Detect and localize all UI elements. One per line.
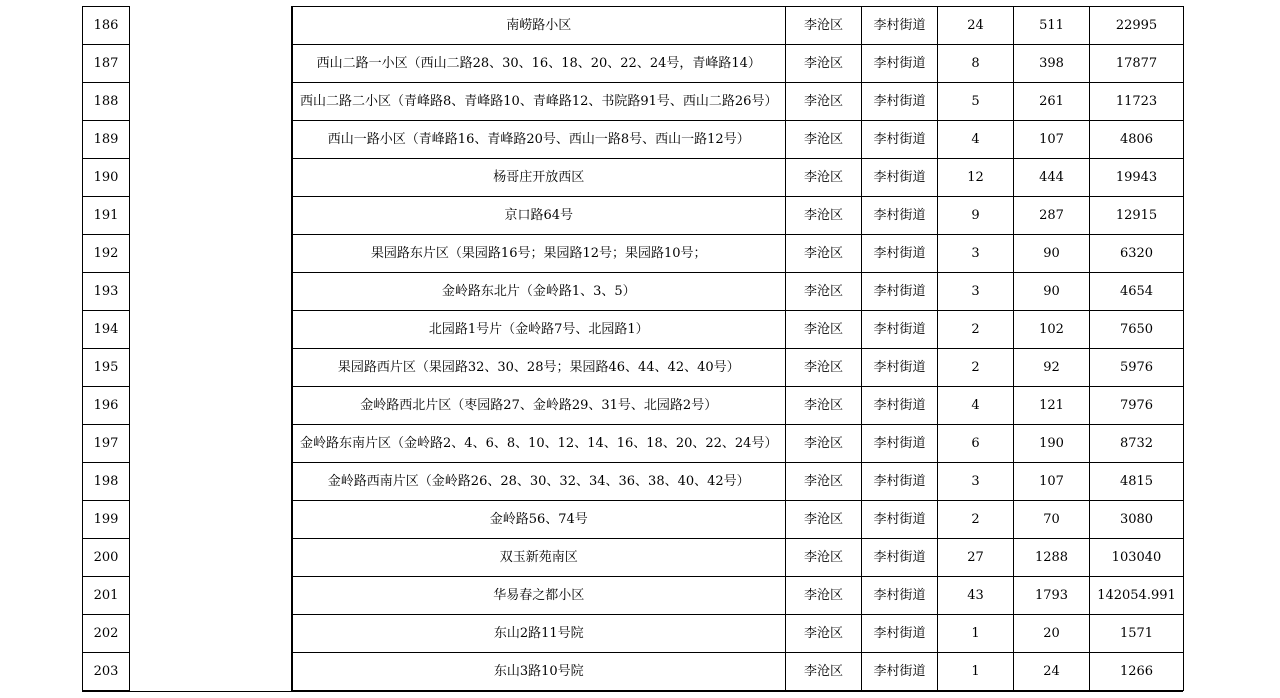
household-count-cell: 24 [1014,653,1090,691]
household-count-cell: 107 [1014,463,1090,501]
table-row [83,7,1184,45]
row-number-cell: 198 [83,463,130,501]
street-cell: 李村街道 [862,7,938,45]
district-cell: 李沧区 [786,7,862,45]
table-row [83,121,1184,159]
street-cell: 李村街道 [862,577,938,615]
community-name-cell: 北园路1号片（金岭路7号、北园路1） [292,311,786,349]
community-name-cell: 果园路东片区（果园路16号；果园路12号；果园路10号； [292,235,786,273]
household-count-cell: 261 [1014,83,1090,121]
household-count-cell: 398 [1014,45,1090,83]
district-cell: 李沧区 [786,539,862,577]
street-cell: 李村街道 [862,273,938,311]
building-count-cell: 1 [938,653,1014,691]
district-cell: 李沧区 [786,121,862,159]
building-count-cell: 12 [938,159,1014,197]
row-number-cell: 186 [83,7,130,45]
household-count-cell: 1793 [1014,577,1090,615]
row-number-cell: 199 [83,501,130,539]
community-name-cell: 金岭路东南片区（金岭路2、4、6、8、10、12、14、16、18、20、22、24号） [292,425,786,463]
street-cell: 李村街道 [862,45,938,83]
blank-cell [130,387,292,425]
community-name-cell: 果园路西片区（果园路32、30、28号；果园路46、44、42、40号） [292,349,786,387]
community-name-cell: 双玉新苑南区 [292,539,786,577]
building-count-cell: 43 [938,577,1014,615]
street-cell: 李村街道 [862,311,938,349]
household-count-cell: 90 [1014,273,1090,311]
blank-cell [130,615,292,653]
table-row [83,235,1184,273]
table-row [83,463,1184,501]
blank-cell [130,159,292,197]
building-count-cell: 3 [938,235,1014,273]
community-name-cell: 华易春之都小区 [292,577,786,615]
street-cell: 李村街道 [862,235,938,273]
row-number-cell: 201 [83,577,130,615]
blank-cell [130,121,292,159]
blank-cell [130,349,292,387]
building-count-cell: 1 [938,615,1014,653]
street-cell: 李村街道 [862,653,938,691]
household-count-cell: 107 [1014,121,1090,159]
community-name-cell: 西山二路一小区（西山二路28、30、16、18、20、22、24号，青峰路14） [292,45,786,83]
street-cell: 李村街道 [862,159,938,197]
blank-cell [130,7,292,45]
area-cell: 22995 [1090,7,1184,45]
household-count-cell: 444 [1014,159,1090,197]
row-number-cell: 202 [83,615,130,653]
area-cell: 8732 [1090,425,1184,463]
area-cell: 4654 [1090,273,1184,311]
area-cell: 7976 [1090,387,1184,425]
blank-cell [130,577,292,615]
area-cell: 12915 [1090,197,1184,235]
household-count-cell: 287 [1014,197,1090,235]
table-row [83,83,1184,121]
district-cell: 李沧区 [786,273,862,311]
street-cell: 李村街道 [862,83,938,121]
household-count-cell: 20 [1014,615,1090,653]
community-name-cell: 京口路64号 [292,197,786,235]
area-cell: 7650 [1090,311,1184,349]
table-row [83,311,1184,349]
table-row [83,577,1184,615]
area-cell: 17877 [1090,45,1184,83]
community-name-cell: 金岭路56、74号 [292,501,786,539]
household-count-cell: 1288 [1014,539,1090,577]
household-count-cell: 70 [1014,501,1090,539]
building-count-cell: 2 [938,311,1014,349]
table-row [83,387,1184,425]
area-cell: 1266 [1090,653,1184,691]
row-number-cell: 191 [83,197,130,235]
street-cell: 李村街道 [862,349,938,387]
district-cell: 李沧区 [786,501,862,539]
table-row [83,45,1184,83]
row-number-cell: 192 [83,235,130,273]
row-number-cell: 197 [83,425,130,463]
district-cell: 李沧区 [786,653,862,691]
household-count-cell: 102 [1014,311,1090,349]
table-row [83,425,1184,463]
community-name-cell: 东山3路10号院 [292,653,786,691]
table-row [83,197,1184,235]
household-count-cell: 90 [1014,235,1090,273]
community-name-cell: 金岭路东北片（金岭路1、3、5） [292,273,786,311]
street-cell: 李村街道 [862,197,938,235]
area-cell: 1571 [1090,615,1184,653]
row-number-cell: 200 [83,539,130,577]
building-count-cell: 4 [938,387,1014,425]
district-cell: 李沧区 [786,197,862,235]
blank-cell [130,273,292,311]
blank-cell [130,463,292,501]
community-name-cell: 金岭路西北片区（枣园路27、金岭路29、31号、北园路2号） [292,387,786,425]
household-count-cell: 511 [1014,7,1090,45]
street-cell: 李村街道 [862,615,938,653]
table-row [83,653,1184,691]
street-cell: 李村街道 [862,425,938,463]
community-name-cell: 金岭路西南片区（金岭路26、28、30、32、34、36、38、40、42号） [292,463,786,501]
row-number-cell: 203 [83,653,130,691]
community-name-cell: 杨哥庄开放西区 [292,159,786,197]
table-row [83,273,1184,311]
community-name-cell: 南崂路小区 [292,7,786,45]
building-count-cell: 8 [938,45,1014,83]
community-name-cell: 东山2路11号院 [292,615,786,653]
district-cell: 李沧区 [786,577,862,615]
row-number-cell: 194 [83,311,130,349]
row-number-cell: 195 [83,349,130,387]
district-cell: 李沧区 [786,615,862,653]
blank-cell [130,653,292,691]
blank-cell [130,501,292,539]
street-cell: 李村街道 [862,539,938,577]
district-cell: 李沧区 [786,387,862,425]
blank-cell [130,45,292,83]
district-cell: 李沧区 [786,311,862,349]
table-row [83,349,1184,387]
blank-cell [130,197,292,235]
row-number-cell: 190 [83,159,130,197]
area-cell: 103040 [1090,539,1184,577]
row-number-cell: 196 [83,387,130,425]
row-number-cell: 193 [83,273,130,311]
blank-cell [130,235,292,273]
street-cell: 李村街道 [862,121,938,159]
area-cell: 6320 [1090,235,1184,273]
district-cell: 李沧区 [786,235,862,273]
area-cell: 4815 [1090,463,1184,501]
blank-cell [130,83,292,121]
building-count-cell: 27 [938,539,1014,577]
community-name-cell: 西山一路小区（青峰路16、青峰路20号、西山一路8号、西山一路12号） [292,121,786,159]
blank-cell [130,311,292,349]
area-cell: 4806 [1090,121,1184,159]
district-cell: 李沧区 [786,45,862,83]
district-cell: 李沧区 [786,159,862,197]
building-count-cell: 24 [938,7,1014,45]
district-cell: 李沧区 [786,349,862,387]
household-count-cell: 190 [1014,425,1090,463]
table-bottom-border [82,691,1183,692]
building-count-cell: 3 [938,273,1014,311]
area-cell: 5976 [1090,349,1184,387]
row-number-cell: 189 [83,121,130,159]
building-count-cell: 6 [938,425,1014,463]
table-row [83,539,1184,577]
table-row [83,615,1184,653]
area-cell: 142054.991 [1090,577,1184,615]
building-count-cell: 4 [938,121,1014,159]
street-cell: 李村街道 [862,387,938,425]
community-name-cell: 西山二路二小区（青峰路8、青峰路10、青峰路12、书院路91号、西山二路26号） [292,83,786,121]
row-number-cell: 187 [83,45,130,83]
district-cell: 李沧区 [786,463,862,501]
table-body [83,7,1184,691]
household-count-cell: 92 [1014,349,1090,387]
area-cell: 3080 [1090,501,1184,539]
building-count-cell: 2 [938,501,1014,539]
building-count-cell: 9 [938,197,1014,235]
area-cell: 11723 [1090,83,1184,121]
community-table [82,6,1184,691]
street-cell: 李村街道 [862,501,938,539]
district-cell: 李沧区 [786,425,862,463]
row-number-cell: 188 [83,83,130,121]
district-cell: 李沧区 [786,83,862,121]
street-cell: 李村街道 [862,463,938,501]
household-count-cell: 121 [1014,387,1090,425]
building-count-cell: 2 [938,349,1014,387]
area-cell: 19943 [1090,159,1184,197]
building-count-cell: 5 [938,83,1014,121]
blank-cell [130,539,292,577]
building-count-cell: 3 [938,463,1014,501]
blank-cell [130,425,292,463]
table-row [83,501,1184,539]
table-row [83,159,1184,197]
